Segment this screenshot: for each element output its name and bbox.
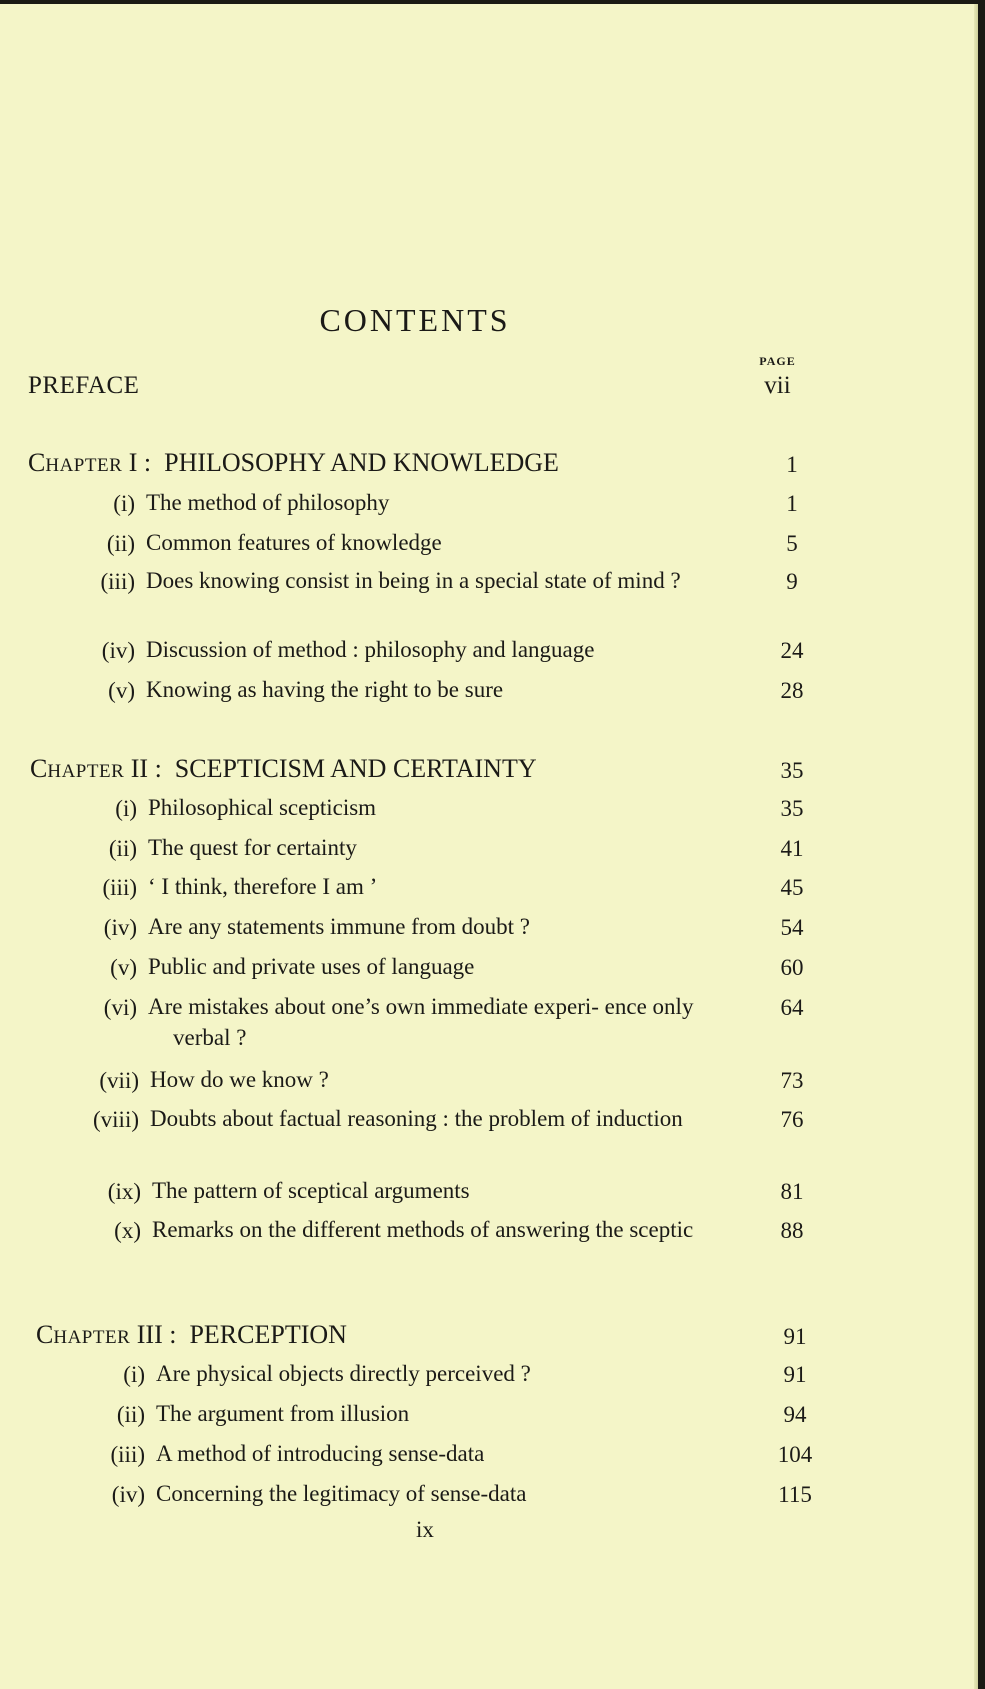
section-number: (i) — [115, 796, 137, 821]
section-number: (i) — [113, 491, 135, 516]
chapter-title — [36, 1320, 347, 1350]
section-page-number: 91 — [783, 1362, 807, 1387]
section-number: (v) — [110, 955, 137, 980]
section-title: Common features of knowledge — [146, 530, 442, 555]
chapter-page-number: 35 — [780, 758, 804, 783]
preface-title: PREFACE — [28, 372, 140, 399]
chapter-prefix-initial: C — [36, 1320, 54, 1349]
section-title: Philosophical scepticism — [148, 795, 377, 820]
section-page-number: 5 — [786, 531, 798, 556]
section-page-number: 76 — [780, 1107, 804, 1132]
section-page-number: 115 — [778, 1482, 812, 1507]
section-page-number: 41 — [780, 836, 804, 861]
chapter-title — [30, 754, 537, 784]
section-title: Are mistakes about one’s own immediate experi- ence only verbal ? — [148, 994, 694, 1050]
section-page-number: 88 — [780, 1218, 804, 1243]
chapter-prefix-rest: HAPTER — [45, 455, 123, 476]
section-page-number: 9 — [786, 569, 798, 594]
preface-page-number: vii — [764, 372, 791, 399]
section-title: The method of philosophy — [146, 490, 390, 515]
chapter-title-text: II : SCEPTICISM AND CERTAINTY — [130, 754, 537, 783]
chapter-title-text: III : PERCEPTION — [136, 1320, 347, 1349]
chapter-title-text: I : PHILOSOPHY AND KNOWLEDGE — [128, 448, 559, 477]
section-number: (vi) — [103, 995, 137, 1020]
section-page-number: 60 — [780, 955, 804, 980]
section-number: (ii) — [116, 1402, 145, 1427]
section-title: How do we know ? — [150, 1067, 329, 1092]
section-number: (ii) — [108, 836, 137, 861]
section-page-number: 73 — [780, 1068, 804, 1093]
section-title: Doubts about factual reasoning : the problem of induction — [150, 1106, 683, 1131]
section-title: Does knowing consist in being in a special state of mind ? — [146, 568, 681, 593]
section-number: (iii) — [102, 875, 137, 900]
section-page-number: 94 — [783, 1402, 807, 1427]
section-number: (ii) — [106, 531, 135, 556]
section-page-number: 24 — [780, 638, 804, 663]
page-column-label: PAGE — [759, 354, 796, 368]
section-number: (iii) — [100, 569, 135, 594]
chapter-title — [28, 448, 559, 478]
chapter-page-number: 91 — [783, 1324, 807, 1349]
chapter-page-number: 1 — [786, 452, 798, 477]
section-title: A method of introducing sense-data — [156, 1441, 485, 1466]
section-number: (i) — [123, 1362, 145, 1387]
chapter-prefix-initial: C — [30, 754, 48, 783]
section-title: Are physical objects directly perceived ? — [156, 1361, 531, 1386]
section-title: Remarks on the different methods of answering the sceptic — [152, 1217, 694, 1242]
section-page-number: 28 — [780, 678, 804, 703]
book-page — [0, 4, 978, 1689]
section-title: ‘ I think, therefore I am ’ — [148, 874, 378, 899]
page-folio: ix — [416, 1517, 434, 1542]
section-title: Discussion of method : philosophy and language — [146, 637, 595, 662]
section-number: (iii) — [110, 1442, 145, 1467]
section-number: (iv) — [101, 638, 135, 663]
section-title: The argument from illusion — [156, 1401, 410, 1426]
section-number: (viii) — [93, 1107, 139, 1132]
section-number: (vii) — [99, 1068, 139, 1093]
chapter-prefix-rest: HAPTER — [53, 1327, 131, 1348]
section-number: (x) — [114, 1218, 141, 1243]
section-number: (ix) — [107, 1179, 141, 1204]
section-page-number: 1 — [786, 491, 798, 516]
section-title: Knowing as having the right to be sure — [146, 677, 504, 702]
section-title: The pattern of sceptical arguments — [152, 1178, 470, 1203]
section-number: (v) — [108, 678, 135, 703]
section-number: (iv) — [103, 915, 137, 940]
section-title: Are any statements immune from doubt ? — [148, 914, 530, 939]
section-page-number: 35 — [780, 796, 804, 821]
section-title: Concerning the legitimacy of sense-data — [156, 1481, 527, 1506]
chapter-prefix-initial: C — [28, 448, 46, 477]
section-page-number: 104 — [777, 1442, 813, 1467]
section-title: The quest for certainty — [148, 835, 357, 860]
chapter-prefix-rest: HAPTER — [47, 761, 125, 782]
section-number: (iv) — [111, 1482, 145, 1507]
section-page-number: 64 — [780, 995, 804, 1020]
section-page-number: 54 — [780, 915, 804, 940]
contents-heading: CONTENTS — [319, 302, 511, 338]
section-title: Public and private uses of language — [148, 954, 475, 979]
section-page-number: 81 — [780, 1179, 804, 1204]
section-page-number: 45 — [780, 875, 804, 900]
